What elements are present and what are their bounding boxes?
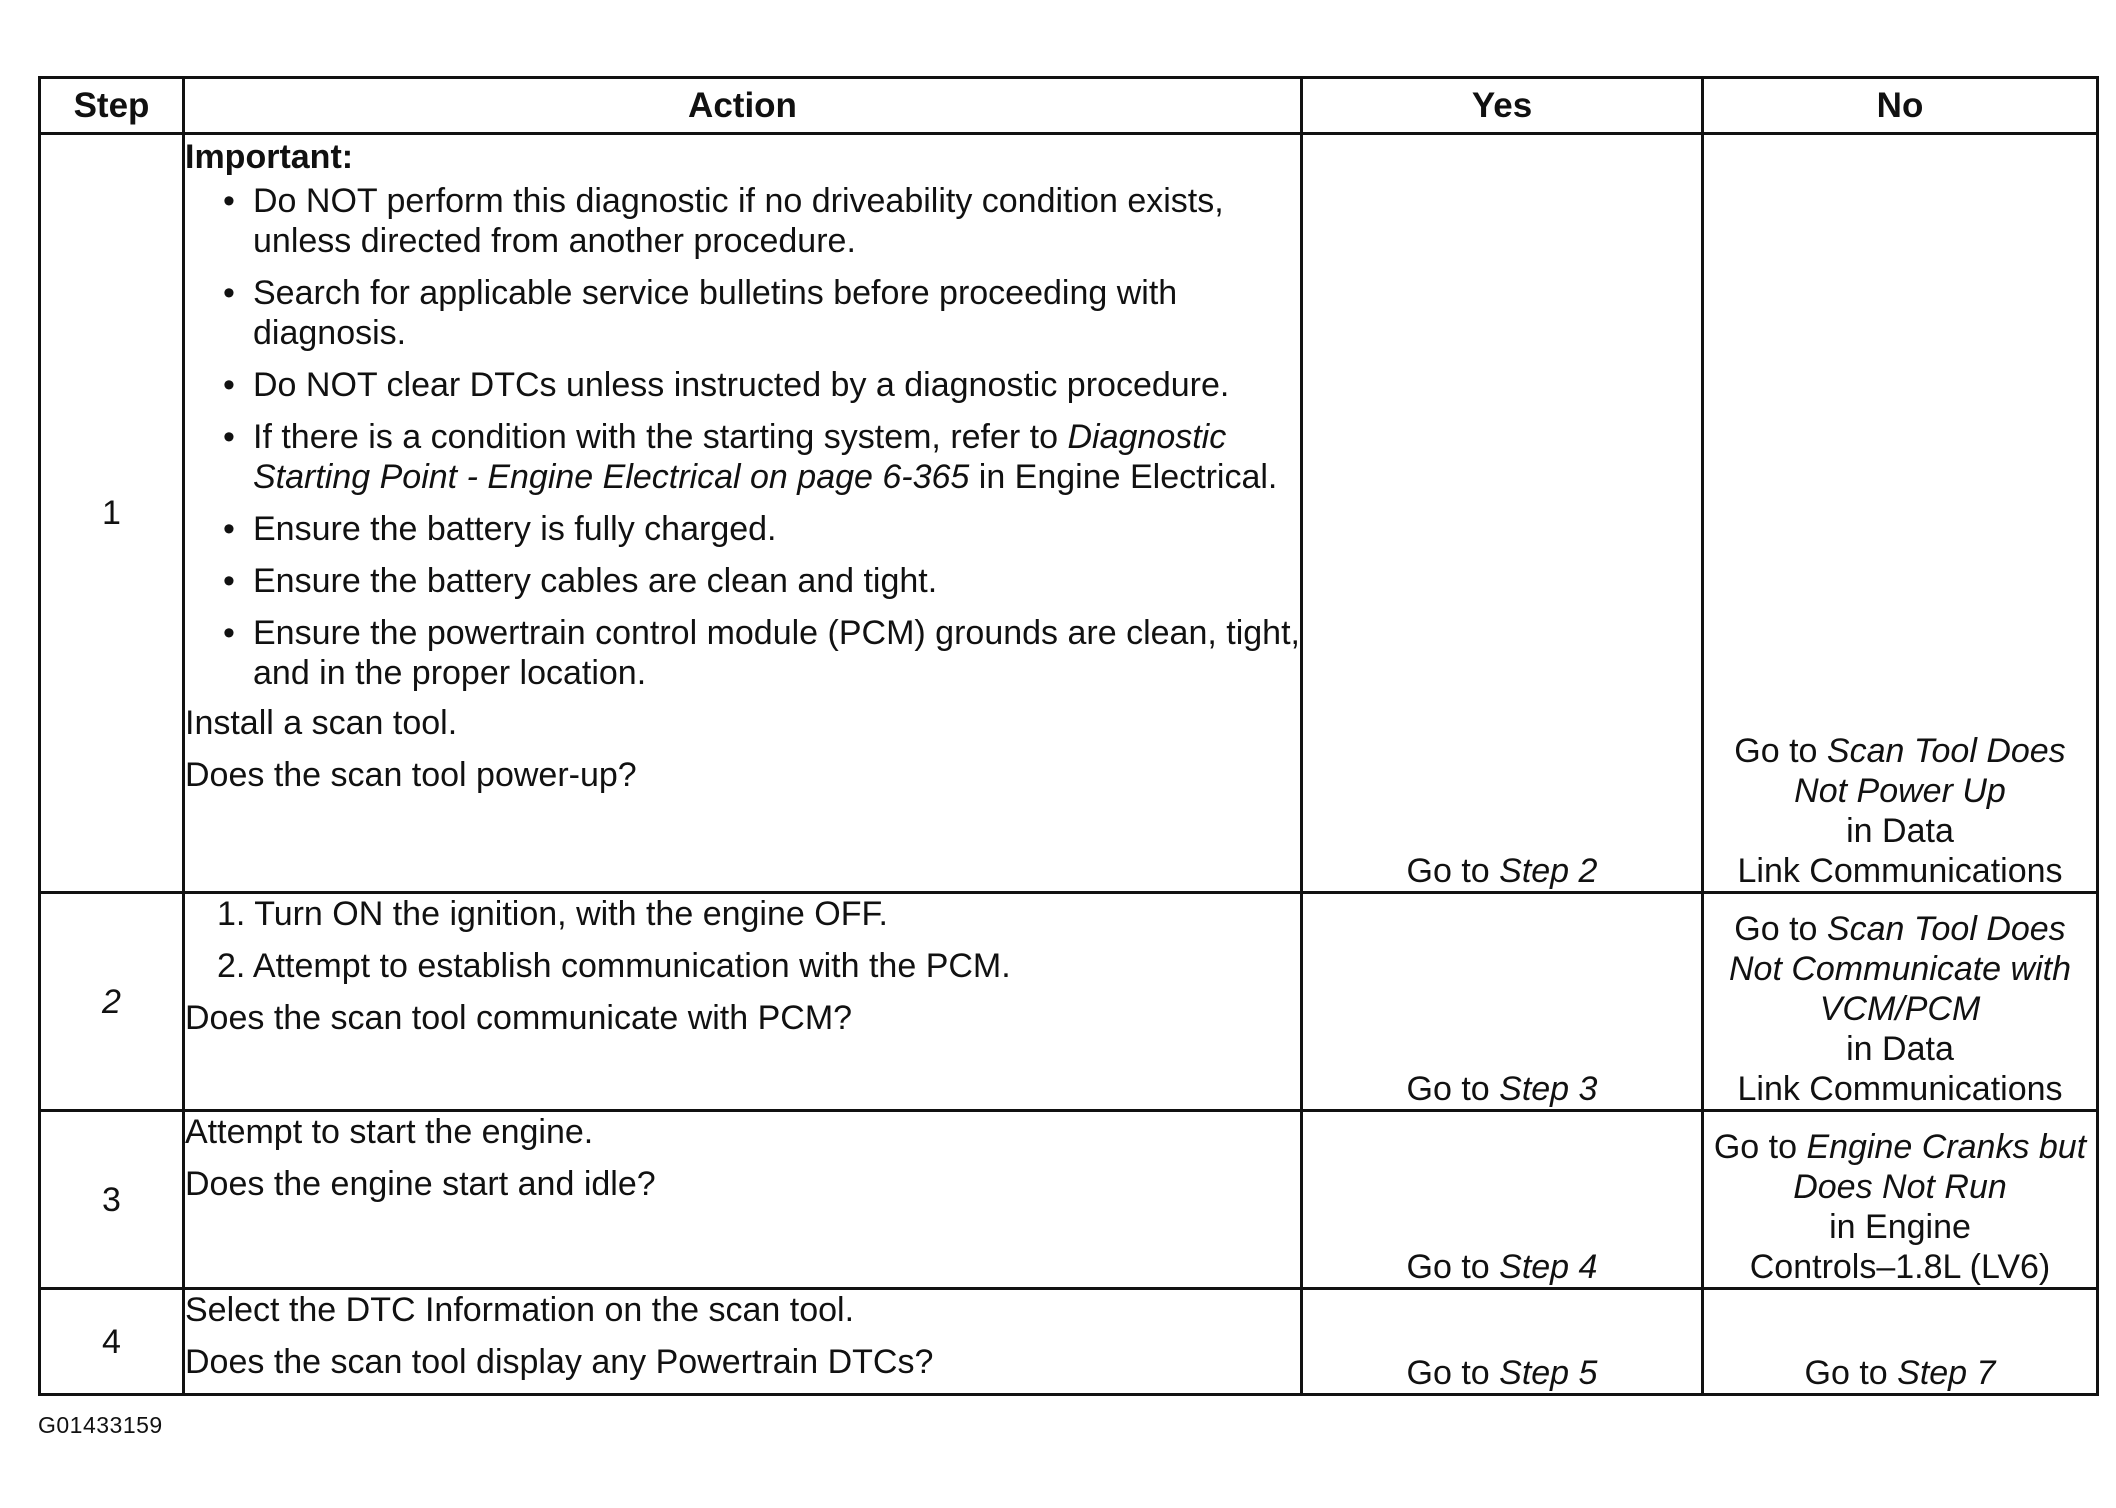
step-number: 4 [40, 1289, 184, 1395]
no-cell: Go to Engine Cranks but Does Not Run in Engine Controls–1.8L (LV6) [1703, 1111, 2098, 1289]
table-row [40, 1289, 2098, 1395]
no-cell: Go to Step 7 [1703, 1289, 2098, 1395]
bullet-item: • Do NOT clear DTCs unless instructed by a diagnostic procedure. [219, 365, 1300, 405]
step-number: 1 [40, 134, 184, 893]
action-cell [184, 1289, 1302, 1395]
bullet-item: • Ensure the powertrain control module (PCM) grounds are clean, tight, and in the proper location. [219, 613, 1300, 693]
no-cell: Go to Scan Tool Does Not Power Up in Data Link Communications [1703, 134, 2098, 893]
action-cell [184, 1111, 1302, 1289]
no-cell: Go to Scan Tool Does Not Communicate with VCM/PCM in Data Link Communications [1703, 893, 2098, 1111]
bullet-item: • Ensure the battery is fully charged. [219, 509, 1300, 549]
question-text: Does the scan tool communicate with PCM? [185, 999, 853, 1037]
step-link: Step 3 [1499, 1070, 1598, 1108]
header-yes: Yes [1302, 78, 1703, 134]
bullet-item: • If there is a condition with the starting system, refer to Diagnostic Starting Point - Engine Electrical on page 6-365 in Engine Electrical. [219, 417, 1300, 497]
bullet-item: • Ensure the battery cables are clean and tight. [219, 561, 1300, 601]
step-link: Step 2 [1499, 852, 1598, 890]
header-action: Action [184, 78, 1302, 134]
action-cell [184, 134, 1302, 893]
table-row [40, 893, 2098, 1111]
header-no: No [1703, 78, 2098, 134]
bullet-item: • Search for applicable service bulletins before proceeding with diagnosis. [219, 273, 1300, 353]
question-text: Does the scan tool display any Powertrain DTCs? [185, 1343, 934, 1381]
step-link: Step 4 [1499, 1248, 1598, 1286]
yes-cell: Go to Step 4 [1302, 1111, 1703, 1289]
figure-code: G01433159 [38, 1412, 163, 1438]
numbered-item: 2. Attempt to establish communication with the PCM. [217, 947, 1011, 985]
step-number: 3 [40, 1111, 184, 1289]
step-link: Step 7 [1897, 1354, 1996, 1392]
numbered-list [185, 894, 1300, 986]
diagnostic-table [38, 76, 2099, 1396]
bullet-item: • Do NOT perform this diagnostic if no driveability condition exists, unless directed from another procedure. [219, 181, 1300, 261]
cross-reference: Diagnostic Starting Point - Engine Electrical on page 6-365 [253, 418, 1227, 496]
yes-cell: Go to Step 5 [1302, 1289, 1703, 1395]
instruction-text: Attempt to start the engine. [185, 1113, 594, 1151]
action-cell [184, 893, 1302, 1111]
header-row [40, 78, 2098, 134]
procedure-reference: Scan Tool Does Not Communicate with VCM/PCM [1728, 910, 2071, 1028]
question-text: Does the scan tool power-up? [185, 756, 637, 794]
procedure-reference: Engine Cranks but Does Not Run [1793, 1128, 2087, 1206]
header-step: Step [40, 78, 184, 134]
instruction-text: Select the DTC Information on the scan tool. [185, 1291, 855, 1329]
numbered-item: 1. Turn ON the ignition, with the engine OFF. [217, 895, 888, 933]
step-number: 2 [40, 893, 184, 1111]
yes-cell: Go to Step 3 [1302, 893, 1703, 1111]
important-label: Important: [185, 138, 354, 176]
question-text: Does the engine start and idle? [185, 1165, 656, 1203]
procedure-reference: Scan Tool Does Not Power Up [1794, 732, 2066, 810]
bullet-list [185, 181, 1300, 693]
yes-cell: Go to Step 2 [1302, 134, 1703, 893]
table-row [40, 1111, 2098, 1289]
instruction-text: Install a scan tool. [185, 704, 458, 742]
step-link: Step 5 [1499, 1354, 1598, 1392]
table-row [40, 134, 2098, 893]
